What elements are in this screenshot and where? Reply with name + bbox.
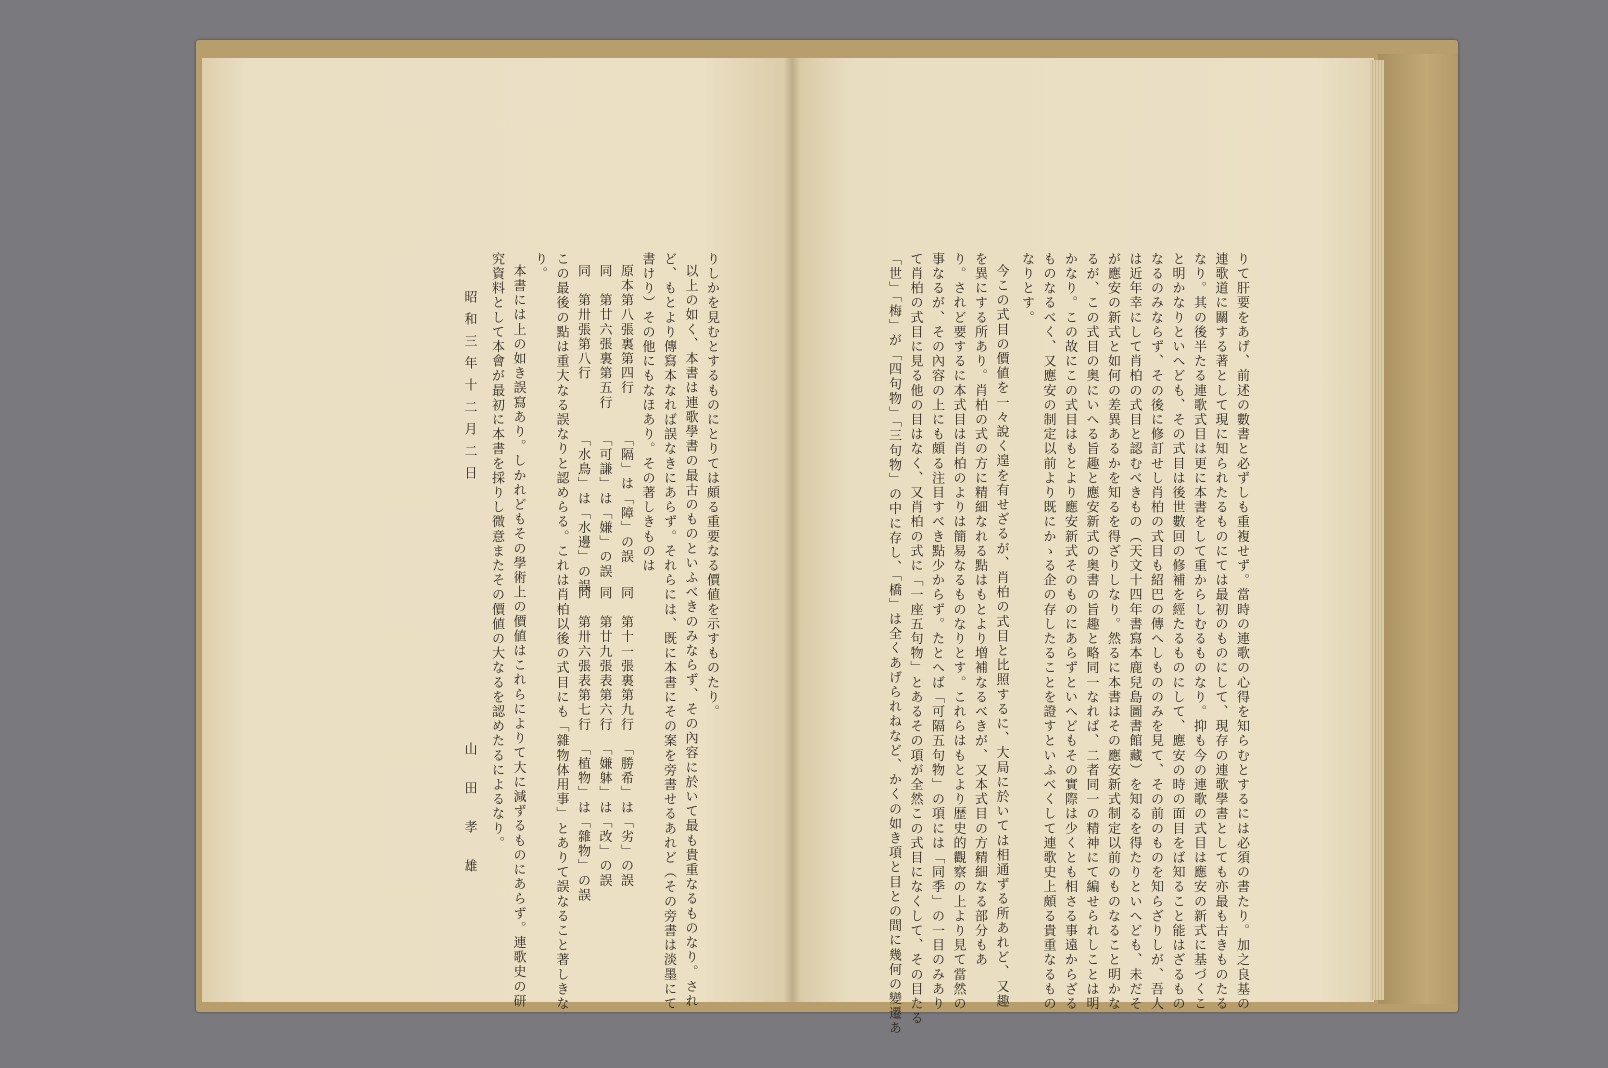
errata-source: 同 第卅六張表第七行	[575, 586, 590, 732]
errata-source: 同 第十一張裏第九行	[618, 586, 633, 732]
errata-entry: 「可謙」は「嫌」の誤	[596, 433, 612, 579]
text-column: と明かなりといへども、その式目は後世數回の修補を經たるものにして、應安の時の面目をば知ること能はざるもの	[1169, 252, 1185, 1012]
text-column: なり。其の後半たる連歌式目は更に本書をして重からしむるものなり。抑も今の連歌の式目は應安の新式に基づくこ	[1191, 252, 1206, 1012]
text-column: ど、もとより傳寫本なれば誤なきにあらず。それらには、既に本書にその案を旁書せるあれど（その旁書は淡墨にて	[661, 252, 676, 1012]
text-column: 以上の如く、本書は連歌學書の最古のものといふべきのみならず、その內容に於いて最も貴重なるものなり。され	[682, 264, 698, 1009]
text-column: この最後の點は重大なる誤なりと認めらる。これは肖柏以後の式目にも「雜物体用事」とありて誤なること著しきな	[553, 252, 569, 1012]
text-column: 究資料として本會が最初に本書を採りし微意またその價値の大なるを認めたるによるなり。	[489, 252, 504, 851]
text-column: なりとす。	[1019, 252, 1034, 325]
left-page-text	[202, 58, 792, 1012]
text-column: なるのみならず、その後に修訂せし肖柏の式目も紹巴の傳へしもののみを見て、その前のものを知らざりしが、吾人	[1148, 252, 1163, 1012]
text-column: りて肝要をあげ、前述の數書と必ずしも重複せず。當時の連歌の心得を知らむとするには必須の書たり。加之良基の	[1234, 252, 1249, 1012]
text-column: り。されど要するに本式目は肖柏のよりは簡易なるものなりとす。これらはもとより歴史的觀察の上より見て當然の	[950, 252, 966, 1012]
page-stack-edge	[1370, 60, 1384, 1000]
book-gutter	[784, 58, 800, 1002]
text-column: 今この式目の價値を一々說く遑を有せざるが、肖柏の式目と比照するに、大局に於いては相通ずる所あれど、又趣	[993, 264, 1009, 1009]
text-column: 書けり）その他にもなほあり。その著しきものは	[639, 252, 655, 574]
text-column: を異にする所あり。肖柏の式の方に精細なれる點はもとより増補なるべきが、又本式目の方精細なる部分もあ	[972, 252, 987, 968]
errata-entry: 「勝希」は「劣」の誤	[618, 742, 633, 888]
text-column: り。	[532, 252, 547, 282]
text-column: は近年幸にして肖柏の式目と認むべきもの（天文十四年書寫本鹿兒島圖書館藏）を知るを得たりといへども、未だそ	[1126, 252, 1142, 1012]
errata-source: 原本第八張裏第四行	[618, 264, 633, 396]
errata-entry: 「隔」は「障」の誤	[618, 433, 633, 565]
text-column: りしかを見むとするものにとりては頗る重要なる價値を示すものたり。	[704, 252, 719, 720]
author-name: 山田孝雄	[461, 742, 477, 898]
errata-entry: 「水鳥」は「水邊」の誤	[575, 433, 590, 594]
text-column: 本書には上の如き誤寫あり。しかれどもその學術上の價値はこれらによりて大に減ずるものにあらず。連歌史の研	[510, 264, 526, 1009]
text-column: が應安の新式と如何の差異あるかを知るを得ざりしなり。然るに本書はその應安新式制定以前のものなること明かな	[1105, 252, 1120, 1012]
errata-source: 同 第廿六張裏第五行	[596, 264, 612, 410]
errata-entry: 「嫌躰」は「改」の誤	[596, 742, 612, 888]
date-line: 昭和三年十二月二日	[461, 290, 477, 488]
text-column: て肖柏の式目に見る他の目はなく、又肖柏の式に「一座五句物」とあるその項が全然この式目になくして、その目たる	[907, 252, 923, 1026]
text-column: 「世」「梅」が「四句物」「三句物」の中に存し、「橋」は全くあげられねなど、かくの如き項と目との間に幾何の變遷あ	[886, 252, 901, 1036]
errata-entry: 「植物」は「雜物」の誤	[575, 742, 590, 903]
left-page	[202, 58, 792, 1012]
text-column: ものなるべく、又應安の制定以前より既にかゝる企の存したることを證すといふべくして連歌史上頗る貴重なるもの	[1040, 252, 1056, 1012]
errata-source: 同 第卅張第八行	[575, 264, 590, 381]
right-page-text	[792, 58, 1374, 1036]
right-page	[792, 58, 1374, 1036]
text-column: 連歌道に關する著として現に知られたるものにては最初のものにして、現存の連歌學書としても亦最も古きものたる	[1212, 252, 1228, 1012]
text-column: るが、この式目の奥にいへる旨趣と應安新式の奥書の旨趣と略同一なれば、二者同一の精神にて編せられしことは明	[1083, 252, 1099, 1012]
errata-source: 同 第廿九張表第六行	[596, 586, 612, 732]
text-column: かなり。この故にこの式目はもとより應安新式そのものにあらずといへどもその實際は少くとも相さる事遠からざる	[1062, 252, 1077, 1012]
text-column: 事なるが、その內容の上にも頗る注目すべき點少からず。たとへば「可隔五句物」の項には「同季」の一目のみあり	[929, 252, 944, 1012]
cover-edge	[1378, 54, 1458, 1004]
